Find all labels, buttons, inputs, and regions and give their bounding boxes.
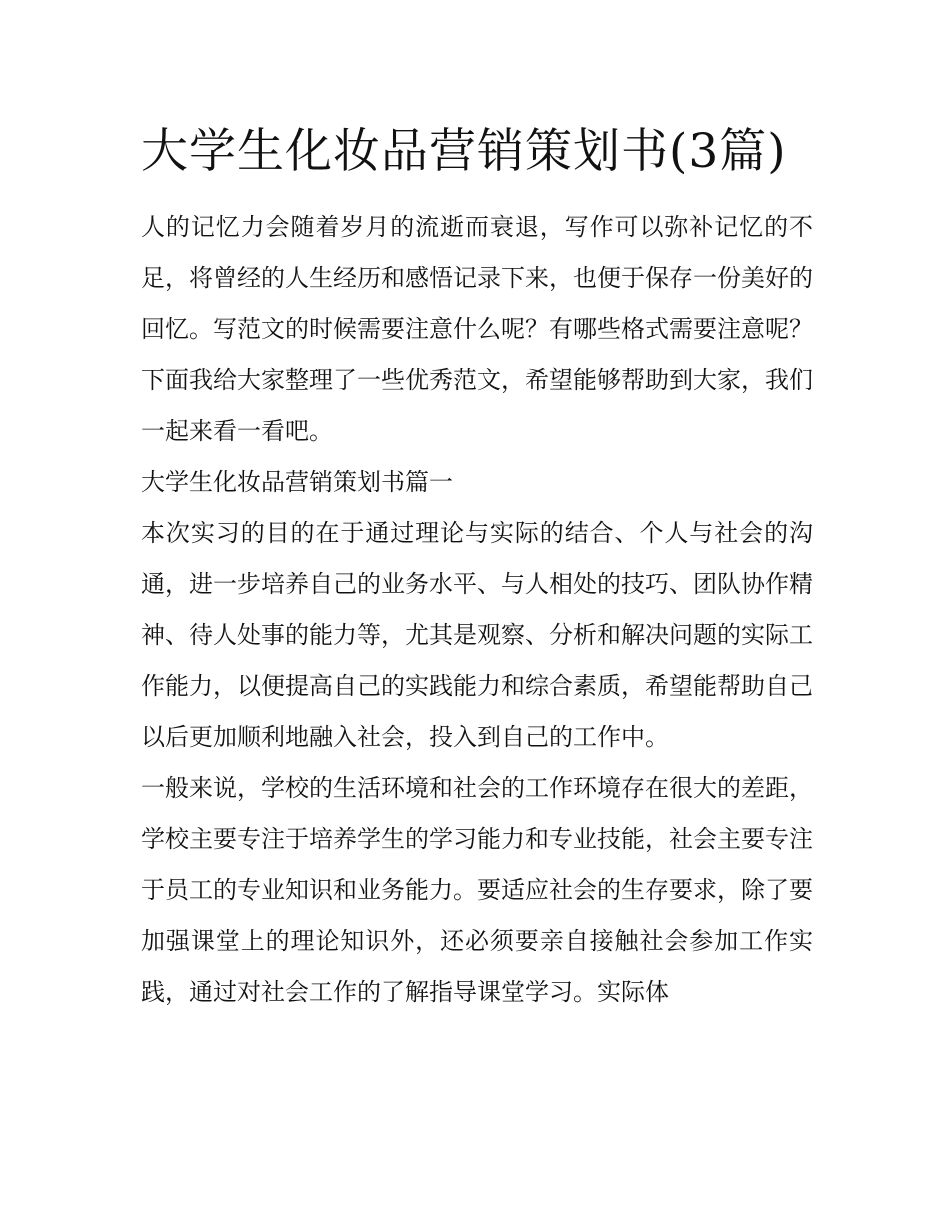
body-paragraph-2: 一般来说，学校的生活环境和社会的工作环境存在很大的差距，学校主要专注于培养学生的学习能力和专业技能，社会主要专注于员工的专业知识和业务能力。要适应社会的生存要求，除了要加强课堂上的理论知识外，还必须要亲自接触社会参加工作实践，通过对社会工作的了解指导课堂学习。实际体 [141, 774, 813, 1006]
section-heading: 大学生化妆品营销策划书篇一 [141, 468, 453, 496]
intro-paragraph: 人的记忆力会随着岁月的流逝而衰退，写作可以弥补记忆的不足，将曾经的人生经历和感悟记录下来，也便于保存一份美好的回忆。写范文的时候需要注意什么呢？有哪些格式需要注意呢？下面我给大家整理了一些优秀范文，希望能够帮助到大家，我们一起来看一看吧。 [141, 213, 813, 445]
document-body [141, 112, 813, 1018]
body-paragraph-1: 本次实习的目的在于通过理论与实际的结合、个人与社会的沟通，进一步培养自己的业务水平、与人相处的技巧、团队协作精神、待人处事的能力等，尤其是观察、分析和解决问题的实际工作能力，以便提高自己的实践能力和综合素质，希望能帮助自己以后更加顺利地融入社会，投入到自己的工作中。 [141, 519, 813, 751]
document-title: 大学生化妆品营销策划书(3篇) [141, 124, 787, 179]
